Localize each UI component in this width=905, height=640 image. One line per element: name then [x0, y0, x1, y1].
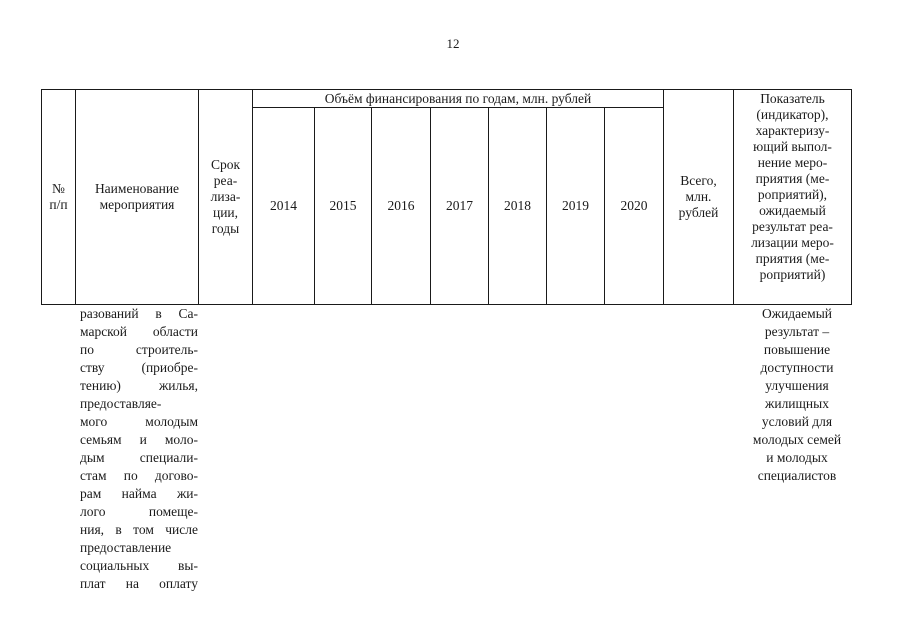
- text-line: разований в Са-: [80, 306, 198, 321]
- text-line: стам по догово-: [80, 468, 198, 483]
- text-line: Ожидаемый: [762, 306, 832, 321]
- col-header-total: Всего, млн. рублей: [664, 90, 734, 305]
- text-line: тению) жилья,: [80, 378, 198, 393]
- col-header-indicator: Показатель (индикатор), характеризу- ющий выпол- нение меро- приятия (ме- роприятий), ожидаемый результат реа- лизации меро- приятия (ме- роприятий): [734, 90, 852, 305]
- text-line: по строитель-: [80, 342, 198, 357]
- text-line: предоставляе-: [80, 396, 162, 411]
- text-line: рам найма жи-: [80, 486, 198, 501]
- text-line: специалистов: [757, 468, 837, 483]
- col-header-financing-group: Объём финансирования по годам, млн. рублей: [253, 90, 664, 108]
- text-line: молодых семей: [752, 432, 842, 447]
- col-header-number: № п/п: [42, 90, 76, 305]
- text-line: и молодых: [766, 450, 828, 465]
- text-line: дым специали-: [80, 450, 198, 465]
- text-line: результат –: [764, 324, 830, 339]
- col-header-year: 2017: [431, 108, 489, 305]
- page-number: 12: [446, 36, 460, 51]
- text-line: мого молодым: [80, 414, 198, 429]
- text-line: семьям и моло-: [80, 432, 198, 447]
- text-line: предоставление: [80, 540, 172, 555]
- text-line: жилищных: [765, 396, 829, 411]
- col-header-year: 2015: [315, 108, 372, 305]
- text-line: плат на оплату: [80, 576, 198, 591]
- col-header-year: 2018: [489, 108, 547, 305]
- text-line: ству (приобре-: [80, 360, 198, 375]
- col-header-year: 2019: [547, 108, 605, 305]
- col-header-year: 2016: [372, 108, 431, 305]
- text-line: условий для: [761, 414, 833, 429]
- expected-result: [737, 305, 857, 485]
- col-header-year: 2014: [253, 108, 315, 305]
- text-line: доступности: [760, 360, 834, 375]
- financing-table: [41, 89, 852, 305]
- col-header-year: 2020: [605, 108, 664, 305]
- text-line: марской области: [80, 324, 198, 339]
- text-line: социальных вы-: [80, 558, 198, 573]
- text-line: лого помеще-: [80, 504, 198, 519]
- text-line: ния, в том числе: [80, 522, 198, 537]
- text-line: улучшения: [765, 378, 829, 393]
- col-header-term: Срок реа- лиза- ции, годы: [199, 90, 253, 305]
- col-header-name: Наименование мероприятия: [76, 90, 199, 305]
- measure-name-continuation: [80, 305, 198, 593]
- text-line: повышение: [763, 342, 831, 357]
